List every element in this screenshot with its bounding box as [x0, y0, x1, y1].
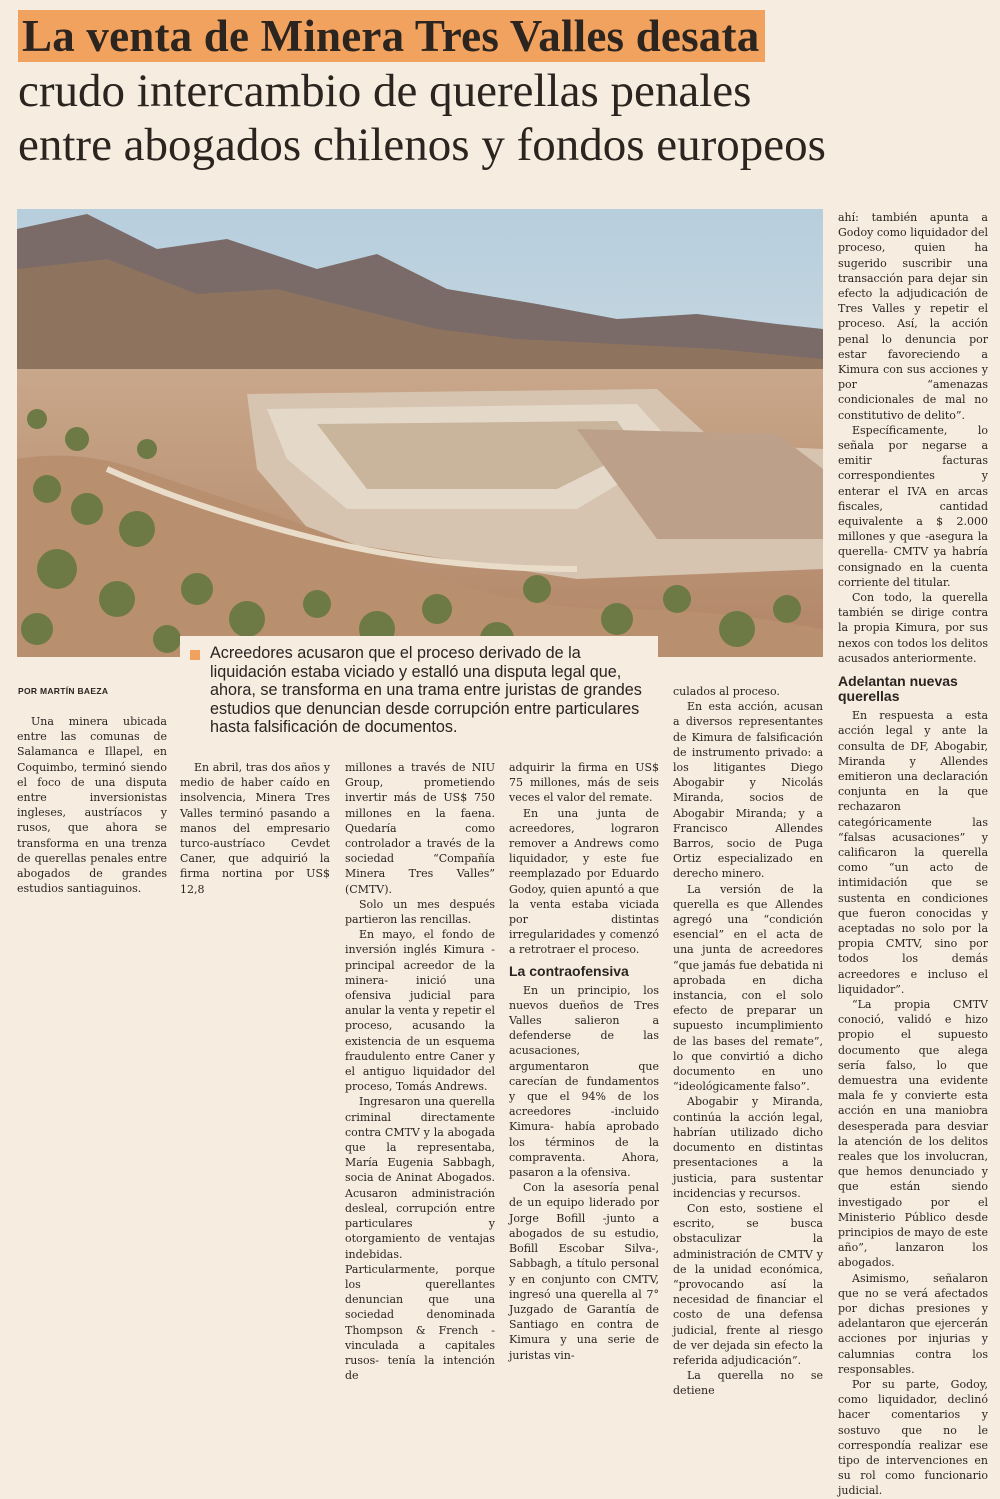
paragraph: En un principio, los nuevos dueños de Tres Valles salieron a defenderse de las acusaciones, argumentaron que carecían de fundamentos y que el 94% de los acreedores -incluido Kimura- había aprobado los términos de la compraventa. Ahora, pasaron a la ofensiva.	[509, 983, 659, 1180]
paragraph: En respuesta a esta acción legal y ante la consulta de DF, Abogabir, Miranda y Allendes emitieron una declaración conjunta en la que rechazaron categóricamente las “falsas acusaciones” y calificaron la querella como “un acto de intimidación que se sustenta en condiciones que fueron conocidas y aceptadas no solo por la propia CMTV, sino por todos los demás acreedores e incluso el liquidador”.	[838, 709, 988, 996]
column-4	[509, 760, 659, 1363]
pull-quote-text: Acreedores acusaron que el proceso derivado de la liquidación estaba viciado y estalló una disputa legal que, ahora, se transforma en una trama entre juristas de grandes estudios que denuncian desde corrupción entre particulares hasta falsificación de documentos.	[210, 644, 642, 737]
paragraph: Una minera ubicada entre las comunas de Salamanca e Illapel, en Coquimbo, terminó siendo el foco de una disputa entre inversionistas ingleses, austríacos y rusos, que ahora se transforma en una trenza de querellas penales entre abogados de grandes estudios santiaguinos.	[17, 715, 167, 896]
subhead-adelantan: Adelantan nuevas querellas	[838, 673, 958, 705]
paragraph: Con la asesoría penal de un equipo liderado por Jorge Bofill -junto a abogados de su estudio, Bofill Escobar Silva-, Sabbagh, a título personal y en conjunto con CMTV, ingresó una querella al 7° Juzgado de Garantía de Santiago en contra de Kimura y una serie de juristas vin-	[509, 1181, 659, 1362]
paragraph: Asimismo, señalaron que no se verá afectados por dichas presiones y adelantaron que ejercerán acciones por injurias y calumnias contra los responsables.	[838, 1271, 988, 1376]
byline: POR MARTÍN BAEZA	[18, 686, 109, 696]
paragraph: En una junta de acreedores, lograron remover a Andrews como liquidador, y este fue reemplazado por Eduardo Godoy, quien apuntó a que la venta estaba viciada por distintas irregularidades y comenzó a retrotraer el proceso.	[509, 806, 659, 957]
mine-site-photo	[17, 209, 823, 657]
paragraph: En abril, tras dos años y medio de haber caído en insolvencia, Minera Tres Valles terminó pasando a manos del empresario turco-austríaco Cevdet Caner, que adquirió la firma nortina por US$ 12,8	[180, 761, 330, 896]
paragraph: Específicamente, lo señala por negarse a emitir facturas correspondientes y enterar el IVA en arcas fiscales, cantidad equivalente a $ 2.000 millones y que -asegura la querella- CMTV ya habría consignado en la cuenta corriente del titular.	[838, 423, 988, 589]
column-3	[345, 760, 495, 1383]
headline-line-2: crudo intercambio de querellas penales	[18, 65, 752, 117]
column-1	[17, 714, 167, 896]
paragraph: Ingresaron una querella criminal directamente contra CMTV y la abogada que la representaba, María Eugenia Sabbagh, socia de Aninat Abogados. Acusaron administración desleal, corrupción entre particulares y otorgamiento de ventajas indebidas. Particularmente, porque los querellantes denuncian que una sociedad denominada Thompson & French -vinculada a capitales rusos- tenía la intención de	[345, 1095, 495, 1383]
paragraph: En mayo, el fondo de inversión inglés Kimura -principal acreedor de la minera- inició una ofensiva judicial para anular la venta y repetir el proceso, acusando la existencia de un esquema fraudulento entre Caner y el antiguo liquidador del proceso, Tomás Andrews.	[345, 928, 495, 1094]
paragraph: Solo un mes después partieron las rencillas.	[345, 897, 495, 927]
paragraph: millones a través de NIU Group, prometiendo invertir más de US$ 750 millones en la faena. Quedaría como controlador a través de la sociedad “Compañía Minera Tres Valles” (CMTV).	[345, 761, 495, 896]
paragraph: “La propia CMTV conoció, validó e hizo propio el supuesto documento que alega sería falso, lo que demuestra una evidente mala fe y convierte esta acción en una maniobra desesperada para desviar la atención de los delitos reales que los involucran, que hemos denunciado y que están siendo investigado por el Ministerio Público desde principios de mayo de este año”, lanzaron los abogados.	[838, 997, 988, 1270]
paragraph: culados al proceso.	[673, 685, 780, 698]
headline	[18, 10, 988, 172]
paragraph: En esta acción, acusan a diversos representantes de Kimura de falsificación de instrumento privado: a los litigantes Diego Abogabir y Nicolás Miranda, socios de Abogabir Miranda; y a Francisco Allendes Barros, socio de Puga Ortiz especializado en derecho minero.	[673, 700, 823, 881]
bullet-square-icon	[190, 650, 200, 660]
paragraph: La versión de la querella es que Allendes agregó una “condición esencial” en el acta de una junta de acreedores “que jamás fue debatida ni aprobada en dicha instancia, con el solo efecto de preparar un supuesto incumplimiento de las bases del remate”, lo que convirtió a dicho documento en uno “ideológicamente falso”.	[673, 882, 823, 1094]
subhead-contraofensiva: La contraofensiva	[509, 962, 629, 979]
paragraph: adquirir la firma en US$ 75 millones, más de seis veces el valor del remate.	[509, 761, 659, 805]
paragraph: Con todo, la querella también se dirige contra la propia Kimura, por sus nexos con todos los delitos acusados anteriormente.	[838, 591, 988, 665]
headline-line-1: La venta de Minera Tres Valles desata	[18, 10, 765, 62]
paragraph: Con esto, sostiene el escrito, se busca obstaculizar la administración de CMTV y de la unidad económica, “provocando así la necesidad de financiar el costo de una defensa judicial, frente al riesgo de ver dejada sin efecto la referida adjudicación”.	[673, 1201, 823, 1367]
paragraph: ahí: también apunta a Godoy como liquidador del proceso, quien ha sugerido suscribir una transacción para dejar sin efecto la adjudicación de Tres Valles y repetir el proceso. Así, la acción penal lo denuncia por estar favoreciendo a Kimura con sus acciones y por “amenazas condicionales de mal no constitutivo de delito”.	[838, 211, 988, 422]
column-5	[673, 684, 823, 1399]
paragraph: La querella no se detiene	[673, 1369, 823, 1398]
pull-quote	[180, 636, 658, 746]
paragraph: Por su parte, Godoy, como liquidador, declinó hacer comentarios y sostuvo que no le correspondía realizar ese tipo de intervenciones en su rol como funcionario judicial.	[838, 1378, 988, 1498]
headline-line-3: entre abogados chilenos y fondos europeos	[18, 119, 826, 171]
column-2	[180, 760, 330, 897]
paragraph: Abogabir y Miranda, continúa la acción legal, habrían utilizado dicho documento en distintas presentaciones a la justicia, para sustentar incidencias y recursos.	[673, 1095, 823, 1200]
column-6	[838, 210, 988, 1499]
